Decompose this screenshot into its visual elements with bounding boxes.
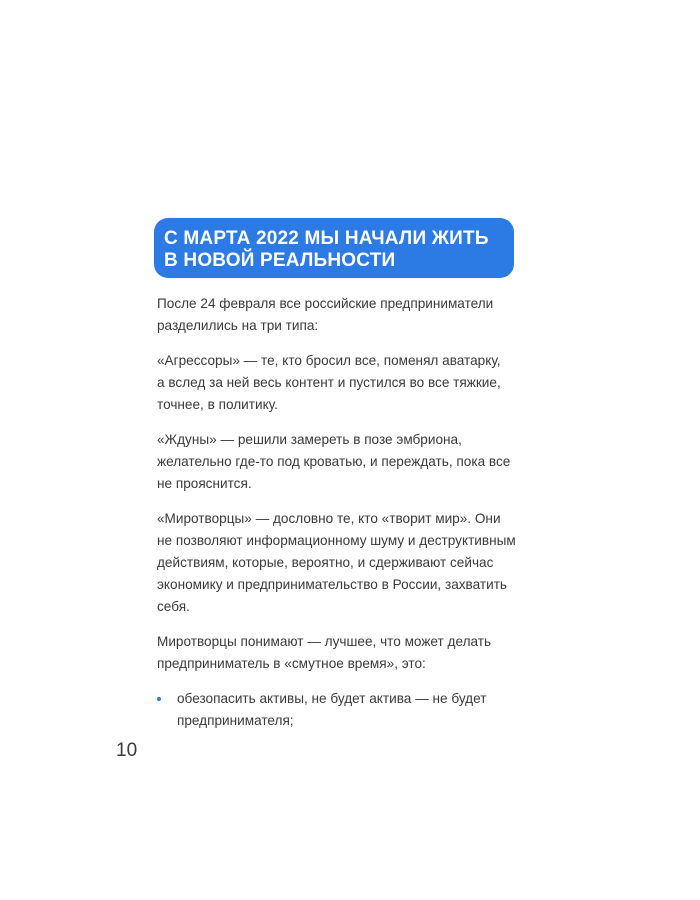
bullet-dot-icon [157,697,161,701]
paragraph-line: действиям, которые, вероятно, и сдерживают сейчас [157,555,494,570]
list-item-line: обезопасить активы, не будет актива — не будет [177,691,487,706]
paragraph-line: не позволяют информационному шуму и деструктивным [157,533,516,548]
body-text [157,293,577,732]
paragraph-line: «Миротворцы» — дословно те, кто «творит мир». Они [157,511,501,526]
list-item [157,688,577,732]
paragraph-line: разделились на три типа: [157,318,319,333]
paragraph-line: «Агрессоры» — те, кто бросил все, поменял аватарку, [157,353,501,368]
paragraph-line: точнее, в политику. [157,397,278,412]
paragraph-peacemakers [157,508,577,618]
paragraph-peacemakers-understand [157,631,577,675]
paragraph-line: Миротворцы понимают — лучшее, что может делать [157,634,492,649]
paragraph-line: желательно где-то под кроватью, и переждать, пока все [157,454,511,469]
paragraph-waiters [157,429,577,495]
paragraph-line: экономику и предпринимательство в России, захватить [157,577,508,592]
paragraph-line: После 24 февраля все российские предприниматели [157,296,494,311]
list-item-line: предпринимателя; [177,713,294,728]
paragraph-line: «Ждуны» — решили замереть в позе эмбриона, [157,432,462,447]
paragraph-intro [157,293,577,337]
section-heading [154,218,514,278]
heading-line: В НОВОЙ РЕАЛЬНОСТИ [164,250,396,271]
paragraph-aggressors [157,350,577,416]
page-number: 10 [116,740,138,761]
paragraph-line: а вслед за ней весь контент и пустился во все тяжкие, [157,375,501,390]
paragraph-line: себя. [157,599,190,614]
heading-line: С МАРТА 2022 МЫ НАЧАЛИ ЖИТЬ [164,228,489,249]
paragraph-line: предприниматель в «смутное время», это: [157,656,426,671]
paragraph-line: не прояснится. [157,476,252,491]
